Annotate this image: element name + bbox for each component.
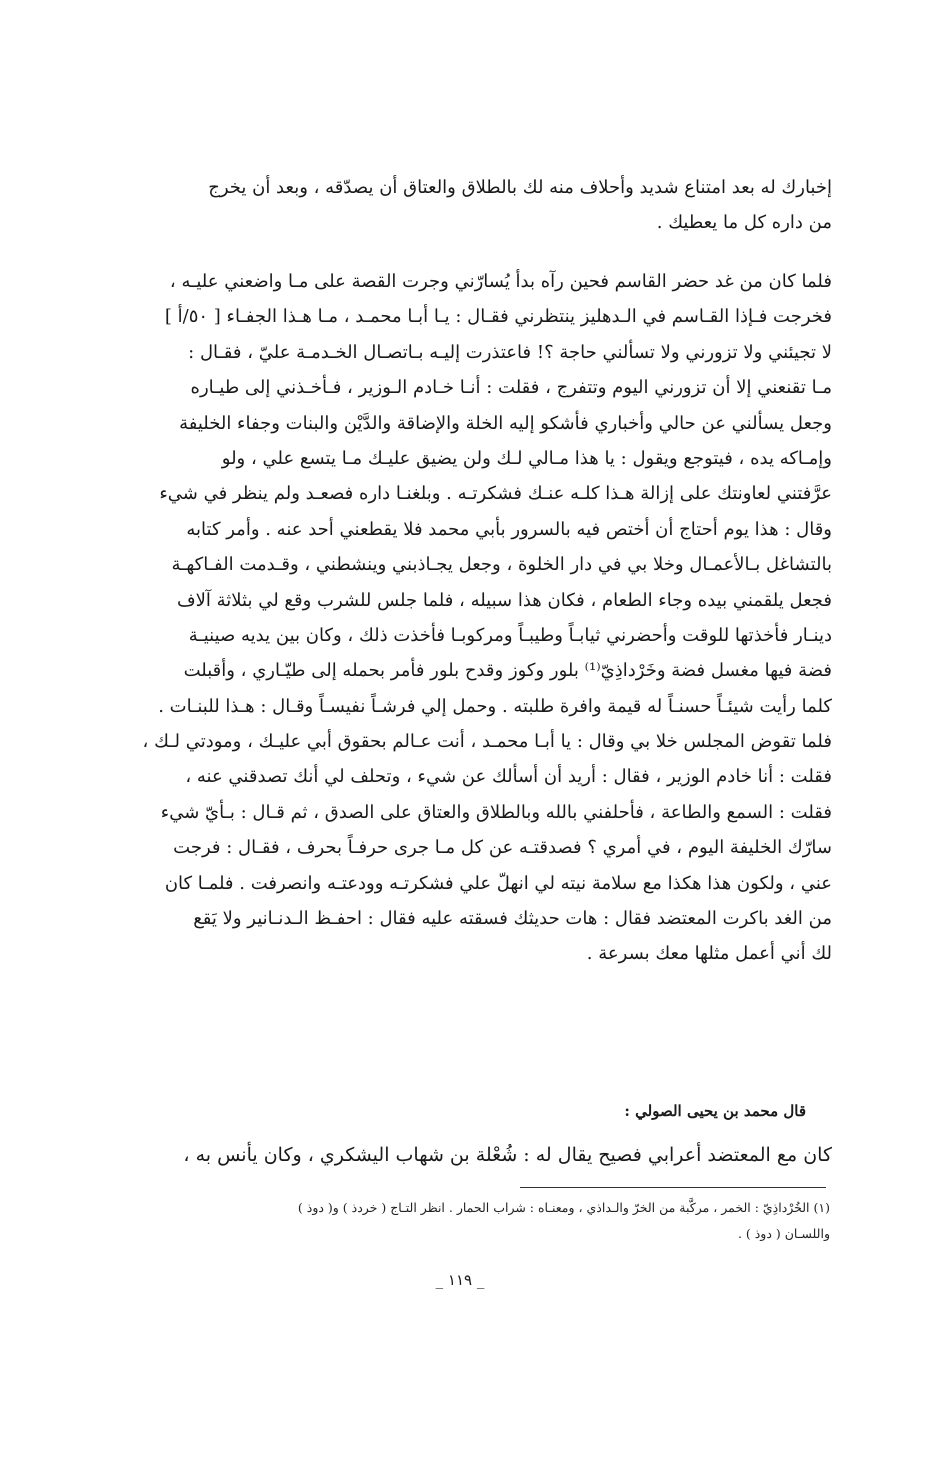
text-line: إخبارك له بعد امتناع شديد وأحلاف منه لك بالطلاق والعتاق أن يصدّقه ، وبعد أن يخرج: [208, 177, 832, 198]
footnote-divider: [520, 1187, 826, 1188]
text-line: بالتشاغل بـالأعمـال وخلا بي في دار الخلوة ، وجعل يجـاذبني وينشطني ، وقـدمت الفـاكهـة: [171, 554, 832, 576]
text-line: فجعل يلقمني بيده وجاء الطعام ، فكان هذا سبيله ، فلما جلس للشرب وقع لي بثلاثة آلاف: [176, 589, 832, 611]
closing-line: كان مع المعتضد أعرابي فصيح يقال له : شُعْلة بن شهاب اليشكري ، وكان يأنس به ،: [183, 1144, 832, 1166]
text-line: دينـار فأخذتها للوقت وأحضرني ثيابـاً وطيبـاً ومركوبـا فأخذت ذلك ، وكان بين يديه صينيـة: [188, 624, 832, 646]
text-line: لا تجيئني ولا تزورني ولا تسألني حاجة ؟! فاعتذرت إليـه بـاتصـال الخـدمـة عليّ ، فقـال :: [188, 341, 832, 363]
text-line: من الغد باكرت المعتضد فقال : هات حديثك فسقته عليه فقال : احفـظ الـدنـانير ولا يَقع: [193, 908, 832, 930]
text-line: كلما رأيت شيئـاً حسنـاً له قيمة وافرة طلبته . وحمل إلي فرشـاً نفيسـاً وقـال : هـذا للبنـات .: [158, 695, 832, 717]
text-line: وقال : هذا يوم أحتاج أن أختص فيه بالسرور بأبي محمد فلا يقطعني أحد عنه . وأمر كتابه: [186, 518, 832, 540]
page-number: _ ١١٩ _: [435, 1271, 485, 1289]
text-line: لك أني أعمل مثلها معك بسرعة .: [586, 943, 832, 965]
text-line: من داره كل ما يعطيك .: [656, 212, 832, 234]
text-line: فضة فيها مغسل فضة وخَرْداذِيّ⁽¹⁾ بلور وكوز وقدح بلور فأمر بحمله إلى طيّـاري ، وأقبلت: [183, 660, 832, 682]
text-line: وإمـاكه يده ، فيتوجع ويقول : يا هذا مـالي لـك ولن يضيق عليـك مـا يتسع علي ، ولو: [221, 447, 832, 469]
paragraph-2: [110, 264, 832, 972]
text-line: فقلت : السمع والطاعة ، فأحلفني بالله وبالطلاق والعتاق على الصدق ، ثم قـال : بـأيّ شيء: [160, 801, 832, 823]
text-line: عرَّفتني لعاونتك على إزالة هـذا كلـه عنـك فشكرتـه . وبلغنـا داره فصعـد ولم ينظر في شيء: [159, 483, 832, 505]
text-line: فقلت : أنا خادم الوزير ، فقال : أريد أن أسألك عن شيء ، وتحلف لي أنك تصدقني عنه ،: [185, 766, 832, 788]
text-line: عني ، ولكون هذا هكذا مع سلامة نيته لي انهلّ علي فشكرتـه وودعتـه وانصرفت . فلمـا كان: [164, 872, 832, 894]
paragraph-1: [110, 170, 832, 241]
text-line: فلما كان من غد حضر القاسم فحين رآه بدأ يُسارّني وجرت القصة على مـا واضعني عليـه ،: [169, 271, 832, 292]
text-line: فخرجت فـإذا القـاسم في الـدهليز ينتظرني فقـال : يـا أبـا محمـد ، مـا هـذا الجفـاء [ ٥٠/أ ]: [164, 306, 832, 328]
text-line: سارّك الخليفة اليوم ، في أمري ؟ فصدقتـه عن كل مـا جرى حرفـاً بحرف ، فقـال : فرجت: [173, 837, 832, 859]
footnote-line-1: (١) الخُرْداذِيّ : الخمر ، مركَّبة من الخرّ والـداذي ، ومعنـاه : شراب الحمار . انظر التـاج ( خردذ ) و( دوذ ): [297, 1200, 830, 1215]
section-heading: قال محمد بن يحيى الصولي :: [624, 1102, 806, 1120]
footnote-line-2: واللسـان ( دوذ ) .: [737, 1226, 830, 1241]
text-line: فلما تقوض المجلس خلا بي وقال : يا أبـا محمـد ، أنت عـالم بحقوق أبي عليـك ، ومودتي لـك ،: [142, 731, 832, 753]
text-line: وجعل يسألني عن حالي وأخباري فأشكو إليه الخلة والإضاقة والدَّيْن والبنات وجفاء الخليفة: [179, 412, 832, 434]
text-line: مـا تقنعني إلا أن تزورني اليوم وتتفرج ، فقلت : أنـا خـادم الـوزير ، فـأخـذني إلى طيـاره: [190, 377, 832, 399]
